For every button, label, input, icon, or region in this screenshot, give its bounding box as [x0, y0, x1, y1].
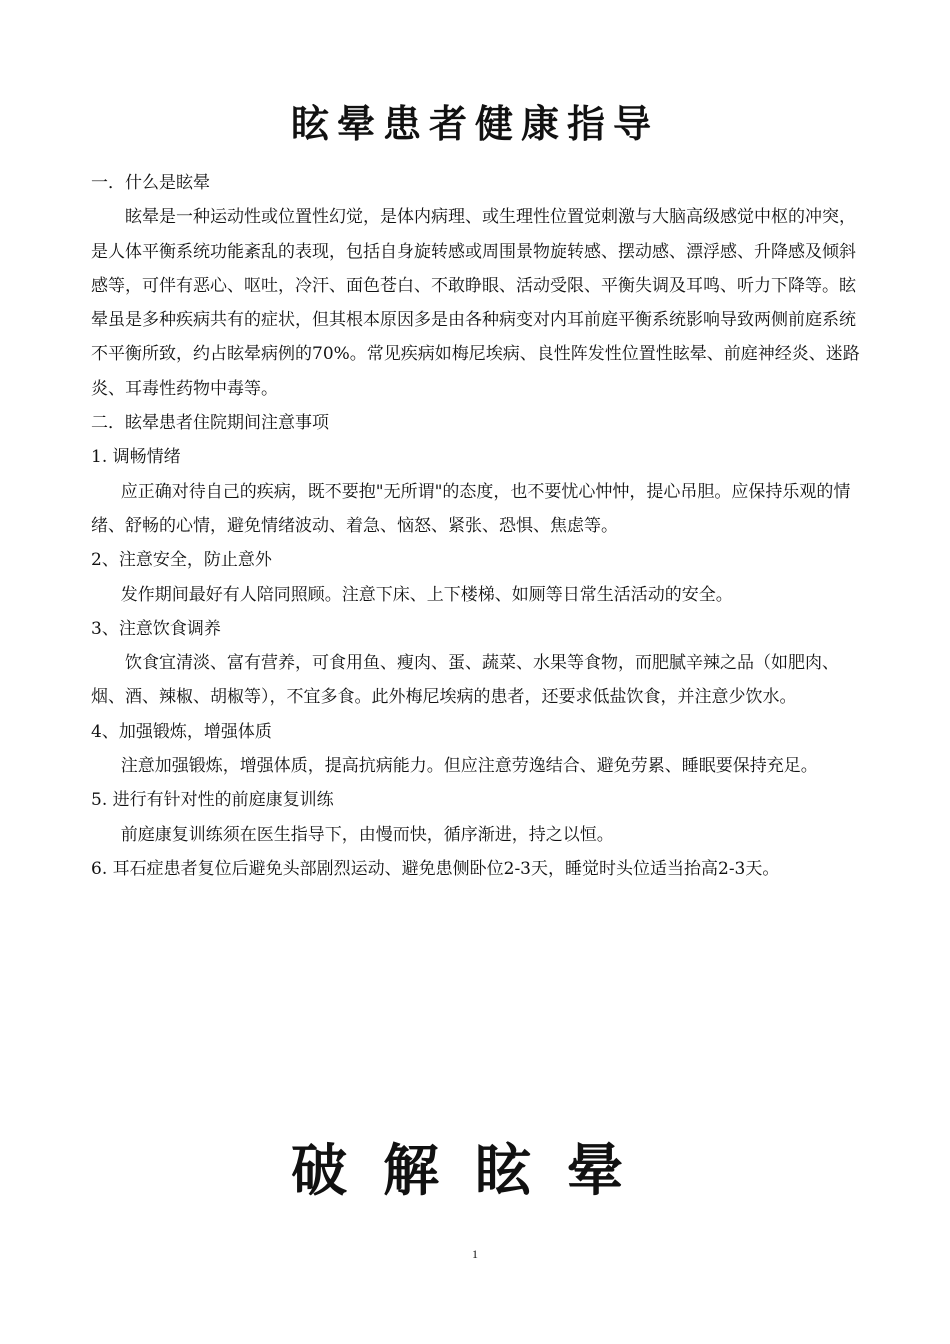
page-number: 1: [472, 1247, 478, 1261]
item-4-heading: 4、加强锻炼，增强体质: [91, 721, 272, 742]
item-4-paragraph: 注意加强锻炼，增强体质，提高抗病能力。但应注意劳逸结合、避免劳累、睡眠要保持充足。: [120, 756, 818, 777]
document-body: [91, 166, 871, 886]
section-1-heading: 一．什么是眩晕: [91, 173, 210, 193]
section-2-heading: 二．眩晕患者住院期间注意事项: [91, 413, 329, 434]
item-2-heading: 2、注意安全，防止意外: [91, 550, 272, 571]
item-2-paragraph: 发作期间最好有人陪同照顾。注意下床、上下楼梯、如厕等日常生活活动的安全。: [120, 584, 733, 605]
section-1-paragraph: 眩晕是一种运动性或位置性幻觉，是体内病理、或生理性位置觉刺激与大脑高级感觉中枢的冲突，是人体平衡系统功能紊乱的表现，包括自身旋转感或周围景物旋转感、摆动感、漂浮感、升降感及倾斜感等，可伴有恶心、呕吐，冷汗、面色苍白、不敢睁眼、活动受限、平衡失调及耳鸣、听力下降等。眩晕虽是多种疾病共有的症状，但其根本原因多是由各种病变对内耳前庭平衡系统影响导致两侧前庭系统不平衡所致，约占眩晕病例的70%。常见疾病如梅尼埃病、良性阵发性位置性眩晕、前庭神经炎、迷路炎、耳毒性药物中毒等。: [91, 207, 860, 399]
document-title: 眩晕患者健康指导: [290, 101, 659, 146]
item-5-heading: 5. 进行有针对性的前庭康复训练: [91, 790, 334, 811]
item-3-heading: 3、注意饮食调养: [91, 618, 221, 639]
item-3-paragraph: 饮食宜清淡、富有营养，可食用鱼、瘦肉、蛋、蔬菜、水果等食物，而肥腻辛辣之品（如肥肉、烟、酒、辣椒、胡椒等），不宜多食。此外梅尼埃病的患者，还要求低盐饮食，并注意少饮水。: [91, 653, 839, 708]
item-6-text: 6. 耳石症患者复位后避免头部剧烈运动、避免患侧卧位2-3天，睡觉时头位适当抬高2-3天。: [91, 858, 780, 879]
item-5-paragraph: 前庭康复训练须在医生指导下，由慢而快，循序渐进，持之以恒。: [120, 824, 614, 845]
item-1-heading: 1. 调畅情绪: [91, 447, 181, 468]
secondary-title: 破解眩晕: [291, 1138, 659, 1204]
item-1-paragraph: 应正确对待自己的疾病，既不要抱"无所谓"的态度，也不要忧心忡忡，提心吊胆。应保持乐观的情绪、舒畅的心情，避免情绪波动、着急、恼怒、紧张、恐惧、焦虑等。: [91, 481, 851, 536]
